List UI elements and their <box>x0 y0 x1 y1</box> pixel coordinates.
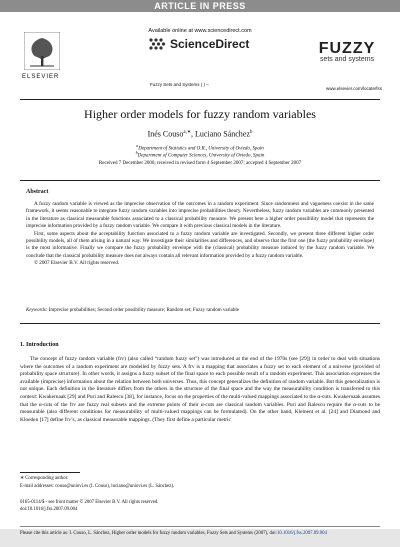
keywords <box>26 308 239 313</box>
sciencedirect-logo <box>148 37 249 51</box>
citation-bar <box>0 529 400 547</box>
abstract-copyright: © 2007 Elsevier B.V. All rights reserved. <box>34 260 120 267</box>
elsevier-tree-logo-icon <box>24 32 60 70</box>
journal-logo-sub: sets and systems <box>319 56 375 63</box>
keywords-list: Imprecise probabilities; Second order possibility measure; Random set; Fuzzy random variable <box>48 308 239 313</box>
citation-doi-link[interactable]: 10.1016/j.fss.2007.09.004 <box>276 531 327 536</box>
doi-line[interactable]: doi:10.1016/j.fss.2007.09.004 <box>20 507 78 512</box>
journal-logo <box>312 40 382 63</box>
author-2-marks: b <box>249 130 253 135</box>
abstract-box <box>20 180 380 324</box>
introduction-text: The concept of fuzzy random variable (frv) (also called “random fuzzy set”) was introduced at the end of the 1970s (see [29]) in order to deal with situations where the outcomes of a random experiment are modelled by fuzzy sets. A frv is a mapping that associates a fuzzy set to each element of a universe (provided of probability space structure). In other words, it assigns a fuzzy subset of the final space to each possible result of a random experiment. This association expresses the available (imprecise) information about the relation between both universes. Thus, this concept generalizes the definition of random variable. But this generalization is not unique. Each definition in the literature differs from the others in the structure of the final space and the way the measurability condition is transferred to this context: Kwakernaak [29] and Puri and Ralescu [38], for instance, focus on the properties of the multi-valued mappings associated to the α-cuts. Kwakernaak assumes that the α-cuts of the frv are fuzzy real subsets and the extreme points of their α-cuts are classical random variables. Puri and Ralescu require the α-cuts to be measurable (also different conditions for measurability of multi-valued mappings can be formulated). On the other hand, Klement et al. [24] and Diamond and Kloeden [17] define frv’s, as classical measurable mappings. (They first define a particular metric <box>20 356 380 423</box>
abstract-heading: Abstract <box>26 189 49 195</box>
keywords-label: Keywords: <box>26 308 48 313</box>
affiliation-a: $^a$Department of Statistics and O.R., University of Oviedo, Spain <box>136 143 264 152</box>
footnote-divider <box>20 472 80 473</box>
footnote-corresponding: ∗ Corresponding author. <box>20 476 69 481</box>
journal-citation: Fuzzy Sets and Systems ( ) – <box>150 82 209 87</box>
received-dates: Received 7 December 2006; received in revised form 4 September 2007; accepted 4 September 2007 <box>98 161 302 166</box>
section-heading-introduction: 1. Introduction <box>20 342 59 348</box>
affiliation-b: $^b$Department of Computer Sciences, University of Oviedo, Spain <box>135 150 265 159</box>
sciencedirect-dots-icon <box>148 37 166 51</box>
journal-logo-main: FUZZY <box>318 40 376 57</box>
publisher-name: ELSEVIER <box>22 74 60 80</box>
abstract-paragraph: First, some aspects about the acceptability function associated to a fuzzy random variable are investigated. Secondly, we present three different higher order possibility models, all of them arising in a natural way. We investigate their similarities and differences, and observe that the first one (the fuzzy probability envelope) is the most informative. Finally we compare the fuzzy probability envelope with the (classical) probability measure induced by the fuzzy random variable. We conclude that the classical probability measure does not always contain all relevant information provided by a fuzzy random variable. <box>26 230 374 259</box>
article-in-press-banner: ARTICLE IN PRESS <box>0 0 400 12</box>
abstract-paragraph: A fuzzy random variable is viewed as the imprecise observation of the outcomes in a random experiment. Since randomness and vagueness coexist in the same framework, it seems reasonable to integrate fuzzy random variables into imprecise probabilities theory. Nevertheless, fuzzy random variables are commonly presented in the literature as classical measurable functions associated to a classical probability measure. We present here a higher order possibility model that represents the imprecise information provided by a fuzzy random variable. We compare it with previous classical models in the literature. <box>26 201 374 230</box>
author-line <box>20 129 380 139</box>
abstract-body <box>26 201 374 268</box>
author-1-marks: a,∗ <box>183 130 192 135</box>
article-title: Higher order models for fuzzy random variables <box>84 107 316 121</box>
citation-text: Please cite this article as: I. Couso, L. Sánchez, Higher order models for fuzzy random variables, Fuzzy Sets and Systems (2007), doi: <box>20 531 277 536</box>
author-1: Inés Couso <box>147 129 184 139</box>
header-divider <box>20 99 380 100</box>
available-online-text: Available online at www.sciencedirect.com <box>148 28 252 34</box>
bottom-divider <box>20 526 380 527</box>
author-2: , Luciano Sánchez <box>191 129 250 139</box>
journal-url-link[interactable]: www.elsevier.com/locate/fss <box>325 86 382 91</box>
journal-header <box>0 12 400 100</box>
footnote-email[interactable]: E-mail addresses: couso@uniovi.es (I. Couso), luciano@uniovi.es (L. Sánchez). <box>20 484 175 489</box>
front-matter-line: 0165-0114/$ - see front matter © 2007 Elsevier B.V. All rights reserved. <box>20 500 159 505</box>
sciencedirect-wordmark: ScienceDirect <box>170 37 250 51</box>
